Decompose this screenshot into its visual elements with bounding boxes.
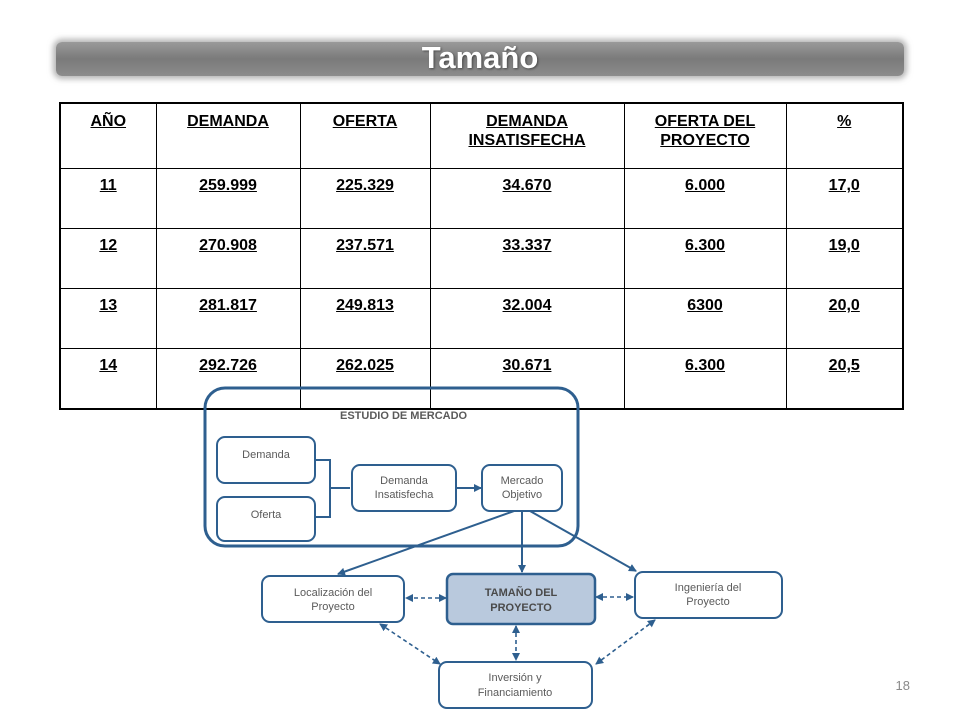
cell-porcentaje: 17,0	[786, 169, 903, 229]
arrow-objetivo-to-localizacion	[338, 511, 514, 574]
inversion-box	[439, 662, 592, 708]
cell-oferta-del-proyecto: 6.300	[624, 349, 786, 410]
tamano-box	[447, 574, 595, 624]
cell-demanda-insatisfecha: 30.671	[430, 349, 624, 410]
mercado-objetivo-label-1: Mercado	[500, 475, 544, 487]
cell-oferta: 225.329	[300, 169, 430, 229]
cell-demanda: 259.999	[156, 169, 300, 229]
page-number: 18	[895, 678, 910, 693]
demanda-insatisfecha-label-1: Demanda	[380, 475, 428, 487]
localizacion-label-1: Localización del	[293, 587, 373, 599]
cell-demanda: 292.726	[156, 349, 300, 410]
ingenieria-label-1: Ingeniería del	[674, 582, 742, 594]
inversion-label-1: Inversión y	[488, 672, 542, 684]
header-ano: AÑO	[60, 103, 156, 169]
header-demanda: DEMANDA	[156, 103, 300, 169]
inversion-label-2: Financiamiento	[477, 687, 553, 699]
slide-title: Tamaño	[421, 40, 539, 75]
cell-oferta-del-proyecto: 6300	[624, 289, 786, 349]
cell-oferta-del-proyecto: 6.300	[624, 229, 786, 289]
cell-demanda: 270.908	[156, 229, 300, 289]
cell-demanda-insatisfecha: 32.004	[430, 289, 624, 349]
cell-ano: 11	[60, 169, 156, 229]
cell-porcentaje: 20,5	[786, 349, 903, 410]
mercado-objetivo-label-2: Objetivo	[501, 489, 543, 501]
tamano-label-2: PROYECTO	[490, 602, 552, 614]
demanda-label: Demanda	[242, 449, 290, 461]
cell-oferta-del-proyecto: 6.000	[624, 169, 786, 229]
ingenieria-label-2: Proyecto	[686, 596, 730, 608]
cell-oferta: 262.025	[300, 349, 430, 410]
cell-demanda-insatisfecha: 34.670	[430, 169, 624, 229]
cell-porcentaje: 19,0	[786, 229, 903, 289]
ingenieria-box	[635, 572, 782, 618]
header-oferta: OFERTA	[300, 103, 430, 169]
cell-oferta: 237.571	[300, 229, 430, 289]
mercado-objetivo-box	[482, 465, 562, 511]
demanda-insatisfecha-box	[352, 465, 456, 511]
cell-ano: 14	[60, 349, 156, 410]
dashed-arrow-localizacion-inversion	[380, 624, 440, 664]
cell-ano: 13	[60, 289, 156, 349]
cell-demanda-insatisfecha: 33.337	[430, 229, 624, 289]
bracket-connector	[315, 460, 350, 517]
demanda-insatisfecha-label-2: Insatisfecha	[374, 489, 434, 501]
cell-oferta: 249.813	[300, 289, 430, 349]
oferta-label: Oferta	[250, 509, 282, 521]
header-oferta-del-proyecto: OFERTA DEL PROYECTO	[624, 103, 786, 169]
localizacion-label-2: Proyecto	[311, 601, 355, 613]
header-porcentaje: %	[786, 103, 903, 169]
header-demanda-insatisfecha: DEMANDA INSATISFECHA	[430, 103, 624, 169]
arrow-objetivo-to-ingenieria	[530, 511, 636, 571]
cell-demanda: 281.817	[156, 289, 300, 349]
tamano-label-1: TAMAÑO DEL	[484, 587, 558, 599]
cell-porcentaje: 20,0	[786, 289, 903, 349]
dashed-arrow-ingenieria-inversion	[596, 620, 655, 664]
market-study-label: ESTUDIO DE MERCADO	[340, 410, 468, 422]
localizacion-box	[262, 576, 404, 622]
cell-ano: 12	[60, 229, 156, 289]
